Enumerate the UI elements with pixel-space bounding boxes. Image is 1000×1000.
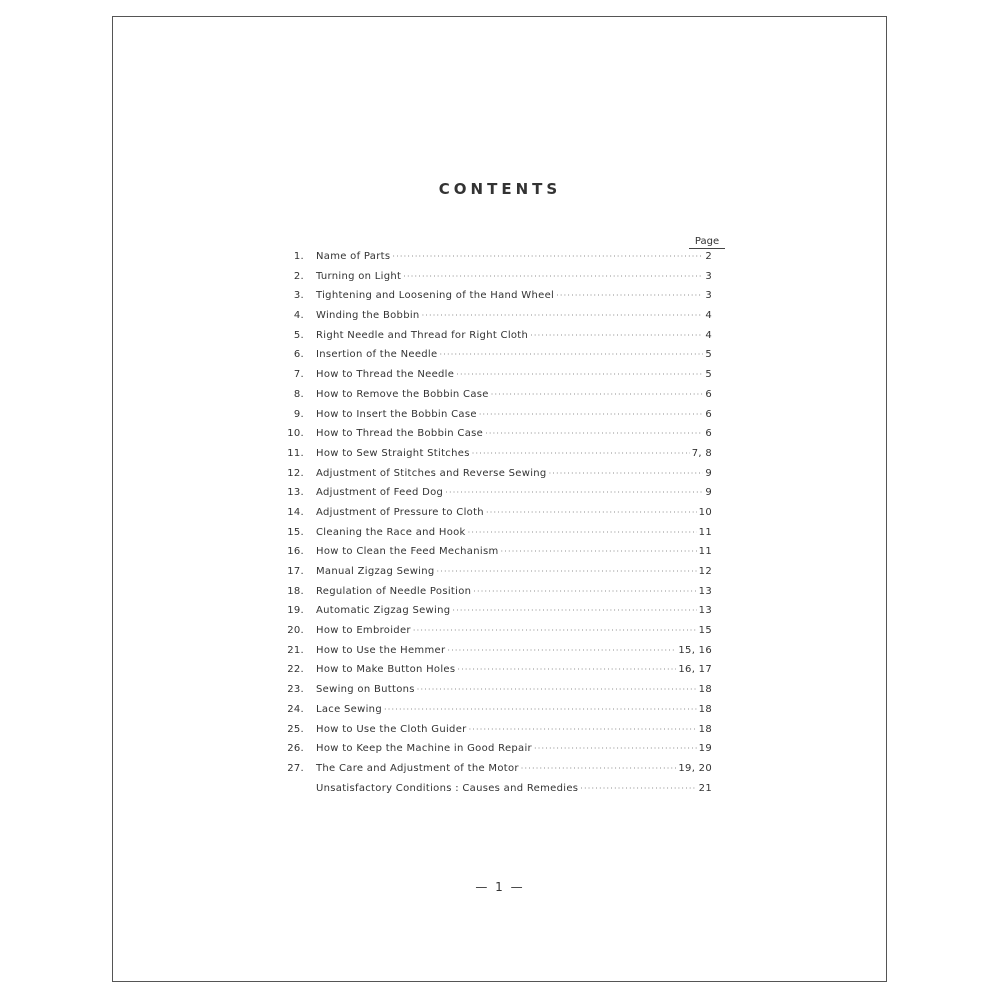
toc-entry-number: 15. xyxy=(287,526,304,538)
toc-entry-number: 23. xyxy=(287,684,304,696)
toc-entry-label: How to Thread the Bobbin Case xyxy=(316,428,484,440)
toc-entry xyxy=(276,546,712,566)
toc-entry-page: 13 xyxy=(698,605,712,617)
toc-entry xyxy=(276,605,712,625)
toc-leader-dots xyxy=(457,665,676,674)
toc-entry-label: How to Use the Cloth Guider xyxy=(316,723,467,735)
toc-entry-number: 10. xyxy=(287,428,304,440)
toc-entry-number: 4. xyxy=(293,310,304,322)
toc-entry-page: 6 xyxy=(705,388,712,400)
toc-entry-label: How to Use the Hemmer xyxy=(316,644,446,656)
toc-entry-label: How to Clean the Feed Mechanism xyxy=(316,546,499,558)
toc-entry-page: 3 xyxy=(705,270,712,282)
toc-entry-label: How to Remove the Bobbin Case xyxy=(316,388,489,400)
toc-entry xyxy=(276,625,712,645)
toc-leader-dots xyxy=(452,606,696,615)
toc-entry xyxy=(276,310,712,330)
toc-entry-number: 25. xyxy=(287,723,304,735)
toc-entry xyxy=(276,645,712,665)
toc-entry-page: 11 xyxy=(698,546,712,558)
toc-entry-page: 18 xyxy=(698,684,712,696)
toc-entry xyxy=(276,448,712,468)
toc-entry-number: 8. xyxy=(293,388,304,400)
table-of-contents xyxy=(276,251,712,802)
toc-entry-number: 2. xyxy=(293,270,304,282)
toc-leader-dots xyxy=(534,744,697,753)
toc-entry xyxy=(276,487,712,507)
toc-entry-page: 16, 17 xyxy=(678,664,712,676)
toc-entry xyxy=(276,409,712,429)
toc-entry-page: 2 xyxy=(705,251,712,262)
toc-leader-dots xyxy=(521,764,677,773)
toc-entry-page: 5 xyxy=(705,369,712,381)
toc-entry-page: 3 xyxy=(705,290,712,302)
toc-leader-dots xyxy=(501,547,697,556)
toc-leader-dots xyxy=(469,725,697,734)
toc-entry-page: 15 xyxy=(698,625,712,637)
toc-entry xyxy=(276,763,712,783)
toc-entry-number: 16. xyxy=(287,546,304,558)
toc-entry xyxy=(276,743,712,763)
toc-entry xyxy=(276,586,712,606)
toc-entry-page: 19 xyxy=(698,743,712,755)
toc-entry-page: 4 xyxy=(705,329,712,341)
toc-leader-dots xyxy=(479,410,704,419)
toc-entry-label: Unsatisfactory Conditions : Causes and Remedies xyxy=(316,782,579,794)
toc-entry-label: Adjustment of Feed Dog xyxy=(316,487,444,499)
toc-entry-label: How to Thread the Needle xyxy=(316,369,455,381)
toc-entry-page: 11 xyxy=(698,526,712,538)
toc-entry xyxy=(276,566,712,586)
toc-entry xyxy=(276,704,712,724)
toc-entry-label: Sewing on Buttons xyxy=(316,684,415,696)
toc-entry-label: Adjustment of Pressure to Cloth xyxy=(316,506,484,518)
toc-entry-label: Regulation of Needle Position xyxy=(316,585,472,597)
toc-entry-number: 6. xyxy=(293,349,304,361)
toc-leader-dots xyxy=(491,390,704,399)
toc-leader-dots xyxy=(392,252,703,261)
toc-entry-number: 14. xyxy=(287,506,304,518)
toc-leader-dots xyxy=(485,429,703,438)
toc-entry-number: 22. xyxy=(287,664,304,676)
toc-leader-dots xyxy=(403,272,703,281)
toc-entry-number: 21. xyxy=(287,644,304,656)
toc-leader-dots xyxy=(422,311,704,320)
toc-entry-number: 20. xyxy=(287,625,304,637)
toc-leader-dots xyxy=(447,646,676,655)
toc-entry-page: 12 xyxy=(698,566,712,577)
toc-entry-label: Winding the Bobbin xyxy=(316,310,420,322)
toc-entry xyxy=(276,527,712,547)
toc-entry-label: Cleaning the Race and Hook xyxy=(316,526,466,538)
toc-entry xyxy=(276,664,712,684)
toc-leader-dots xyxy=(472,449,690,458)
toc-entry-page: 18 xyxy=(698,723,712,735)
toc-entry xyxy=(276,349,712,369)
toc-entry-label: The Care and Adjustment of the Motor xyxy=(316,762,519,774)
toc-entry-page: 7, 8 xyxy=(691,447,712,459)
toc-entry-page: 6 xyxy=(705,428,712,440)
toc-entry-number: 24. xyxy=(287,703,304,715)
toc-leader-dots xyxy=(445,488,703,497)
toc-entry xyxy=(276,724,712,744)
toc-leader-dots xyxy=(417,685,697,694)
page-column-header: Page xyxy=(689,236,725,249)
toc-leader-dots xyxy=(556,291,703,300)
footer-page-number: — 1 — xyxy=(475,880,525,894)
toc-entry-label: Right Needle and Thread for Right Cloth xyxy=(316,329,529,341)
toc-leader-dots xyxy=(530,331,703,340)
toc-entry-label: Lace Sewing xyxy=(316,703,382,715)
toc-entry xyxy=(276,389,712,409)
toc-leader-dots xyxy=(437,567,697,576)
toc-entry-page: 13 xyxy=(698,585,712,597)
toc-leader-dots xyxy=(384,705,697,714)
toc-entry-number: 3. xyxy=(293,290,304,302)
toc-entry-label: Turning on Light xyxy=(316,270,402,282)
toc-entry xyxy=(276,783,712,803)
toc-leader-dots xyxy=(468,528,697,537)
toc-entry-page: 19, 20 xyxy=(678,762,712,774)
toc-entry xyxy=(276,428,712,448)
toc-entry-number: 9. xyxy=(293,408,304,420)
toc-entry-label: Adjustment of Stitches and Reverse Sewing xyxy=(316,467,547,479)
toc-leader-dots xyxy=(580,784,696,793)
toc-entry-label: How to Insert the Bobbin Case xyxy=(316,408,477,420)
toc-entry-page: 9 xyxy=(705,487,712,499)
toc-entry-page: 10 xyxy=(698,506,712,518)
toc-leader-dots xyxy=(413,626,697,635)
toc-entry-page: 5 xyxy=(705,349,712,361)
toc-entry xyxy=(276,290,712,310)
toc-entry xyxy=(276,369,712,389)
toc-entry xyxy=(276,507,712,527)
toc-leader-dots xyxy=(549,469,704,478)
toc-entry xyxy=(276,251,712,271)
toc-entry-label: Manual Zigzag Sewing xyxy=(316,566,435,577)
toc-entry xyxy=(276,468,712,488)
toc-entry-number: 13. xyxy=(287,487,304,499)
toc-leader-dots xyxy=(486,508,697,517)
toc-entry-label: How to Make Button Holes xyxy=(316,664,456,676)
toc-entry-label: Name of Parts xyxy=(316,251,391,262)
toc-entry-number: 19. xyxy=(287,605,304,617)
toc-entry-label: How to Embroider xyxy=(316,625,411,637)
toc-entry-number: 18. xyxy=(287,585,304,597)
toc-entry-page: 18 xyxy=(698,703,712,715)
toc-entry-label: Tightening and Loosening of the Hand Wheel xyxy=(316,290,555,302)
toc-entry xyxy=(276,271,712,291)
toc-leader-dots xyxy=(456,370,703,379)
toc-entry-label: Insertion of the Needle xyxy=(316,349,438,361)
page-title: CONTENTS xyxy=(438,180,562,198)
toc-entry-number: 17. xyxy=(287,566,304,577)
toc-leader-dots xyxy=(473,587,696,596)
toc-entry-label: How to Keep the Machine in Good Repair xyxy=(316,743,532,755)
toc-entry-page: 6 xyxy=(705,408,712,420)
toc-entry-number: 7. xyxy=(293,369,304,381)
toc-entry xyxy=(276,684,712,704)
toc-entry-label: How to Sew Straight Stitches xyxy=(316,447,470,459)
toc-entry-number: 26. xyxy=(287,743,304,755)
toc-leader-dots xyxy=(439,350,703,359)
toc-entry-page: 4 xyxy=(705,310,712,322)
toc-entry-page: 21 xyxy=(698,782,712,794)
toc-entry-number: 11. xyxy=(287,447,304,459)
toc-entry-number: 1. xyxy=(293,251,304,262)
toc-entry-label: Automatic Zigzag Sewing xyxy=(316,605,451,617)
toc-entry-number: 27. xyxy=(287,762,304,774)
toc-entry-number: 5. xyxy=(293,329,304,341)
toc-entry-page: 15, 16 xyxy=(678,644,712,656)
toc-entry-page: 9 xyxy=(705,467,712,479)
toc-entry-number: 12. xyxy=(287,467,304,479)
toc-entry xyxy=(276,330,712,350)
